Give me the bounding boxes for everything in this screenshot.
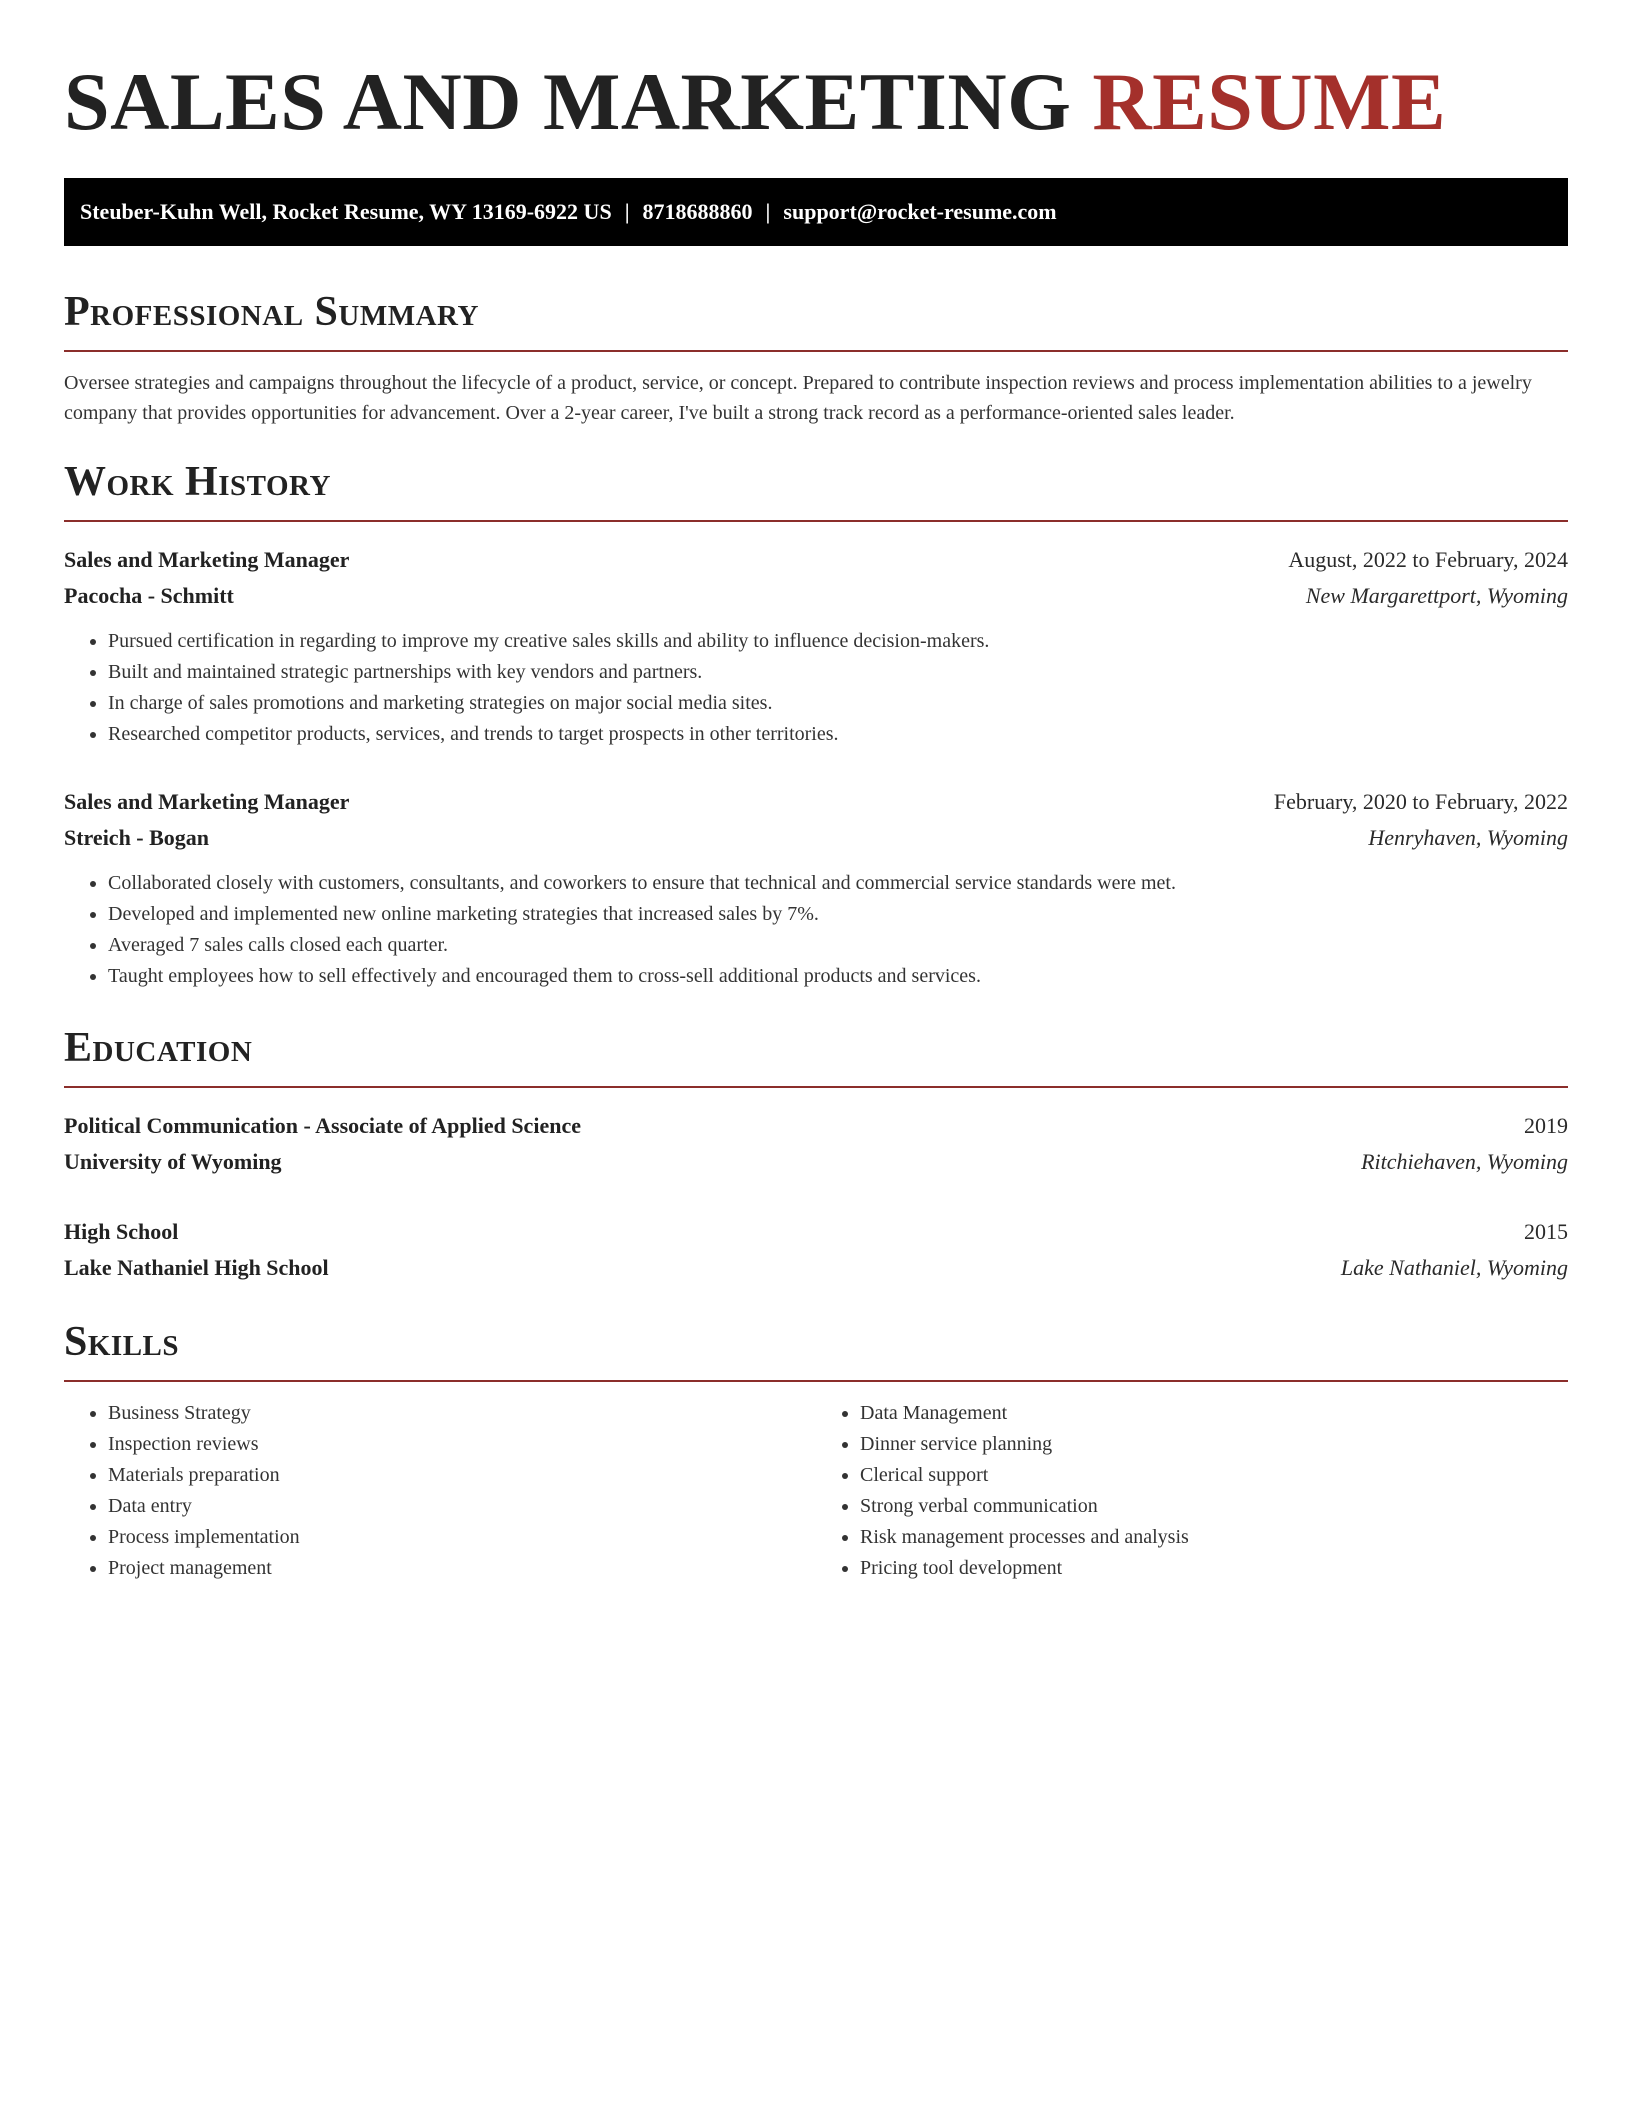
list-item: • Pursued certification in regarding to improve my creative sales skills and ability to influence decision-makers.: [108, 626, 1568, 657]
skills-list-left: [64, 1398, 816, 1584]
resume-page: [64, 52, 1568, 1584]
title-accent: RESUME: [1092, 56, 1447, 147]
skill-item: • Process implementation: [108, 1522, 816, 1553]
section-heading-education: Education: [64, 1025, 253, 1071]
job-dates: August, 2022 to February, 2024: [1288, 547, 1568, 572]
section-divider: [64, 520, 1568, 522]
contact-separator: |: [624, 199, 630, 224]
education-degree: Political Communication - Associate of Applied Science: [64, 1113, 581, 1138]
summary-section: [64, 286, 1568, 428]
list-item: • Averaged 7 sales calls closed each quarter.: [108, 930, 1568, 961]
job-location: New Margarettport, Wyoming: [1305, 583, 1568, 608]
job-title: Sales and Marketing Manager: [64, 789, 350, 814]
list-item: • Taught employees how to sell effectively and encouraged them to cross-sell additional products and services.: [108, 961, 1568, 992]
job-company: Pacocha - Schmitt: [64, 583, 234, 608]
education-section: [64, 1022, 1568, 1286]
skill-item: • Risk management processes and analysis: [860, 1522, 1568, 1553]
section-divider: [64, 1380, 1568, 1382]
education-year: 2019: [1524, 1113, 1568, 1138]
section-heading-work: Work History: [64, 459, 331, 505]
job-entry: [64, 542, 1568, 750]
list-item: • Developed and implemented new online marketing strategies that increased sales by 7%.: [108, 899, 1568, 930]
job-dates: February, 2020 to February, 2022: [1273, 789, 1568, 814]
list-item: • Collaborated closely with customers, consultants, and coworkers to ensure that technical and commercial service standards were met.: [108, 868, 1568, 899]
education-degree: High School: [64, 1219, 179, 1244]
skill-item: • Project management: [108, 1553, 816, 1584]
job-entry: [64, 784, 1568, 992]
job-bullets: [64, 626, 1568, 750]
skill-item: • Inspection reviews: [108, 1429, 816, 1460]
education-school: Lake Nathaniel High School: [64, 1255, 329, 1280]
summary-text: Oversee strategies and campaigns throughout the lifecycle of a product, service, or concept. Prepared to contribute inspection reviews and process implementation abilities to a jewelry company that provides opportunities for advancement. Over a 2-year career, I've built a strong track record as a performance-oriented sales leader.: [64, 372, 1532, 424]
skills-list-right: [816, 1398, 1568, 1584]
job-bullets: [64, 868, 1568, 992]
contact-phone[interactable]: 8718688860: [642, 199, 753, 224]
section-heading-summary: Professional Summary: [64, 289, 479, 335]
title-main: SALES AND MARKETING: [64, 56, 1072, 147]
contact-separator: |: [765, 199, 771, 224]
work-history-section: [64, 456, 1568, 992]
education-location: Lake Nathaniel, Wyoming: [1340, 1255, 1568, 1280]
skill-item: • Dinner service planning: [860, 1429, 1568, 1460]
skill-item: • Data entry: [108, 1491, 816, 1522]
contact-email[interactable]: support@rocket-resume.com: [783, 199, 1057, 224]
skills-section: [64, 1316, 1568, 1584]
contact-bar: [64, 178, 1568, 246]
skill-item: • Data Management: [860, 1398, 1568, 1429]
list-item: • Built and maintained strategic partnerships with key vendors and partners.: [108, 657, 1568, 688]
section-divider: [64, 350, 1568, 352]
skill-item: • Clerical support: [860, 1460, 1568, 1491]
skill-item: • Business Strategy: [108, 1398, 816, 1429]
education-entry: [64, 1214, 1568, 1286]
page-title: [64, 52, 1568, 152]
skills-columns: [64, 1398, 1568, 1584]
skill-item: • Pricing tool development: [860, 1553, 1568, 1584]
section-divider: [64, 1086, 1568, 1088]
skill-item: • Strong verbal communication: [860, 1491, 1568, 1522]
education-entry: [64, 1108, 1568, 1180]
contact-address: Steuber-Kuhn Well, Rocket Resume, WY 13169-6922 US: [80, 199, 612, 224]
job-location: Henryhaven, Wyoming: [1368, 825, 1568, 850]
job-title: Sales and Marketing Manager: [64, 547, 350, 572]
section-heading-skills: Skills: [64, 1319, 180, 1365]
education-school: University of Wyoming: [64, 1149, 282, 1174]
list-item: • Researched competitor products, services, and trends to target prospects in other territories.: [108, 719, 1568, 750]
skill-item: • Materials preparation: [108, 1460, 816, 1491]
education-year: 2015: [1524, 1219, 1568, 1244]
job-company: Streich - Bogan: [64, 825, 210, 850]
education-location: Ritchiehaven, Wyoming: [1361, 1149, 1568, 1174]
list-item: • In charge of sales promotions and marketing strategies on major social media sites.: [108, 688, 1568, 719]
